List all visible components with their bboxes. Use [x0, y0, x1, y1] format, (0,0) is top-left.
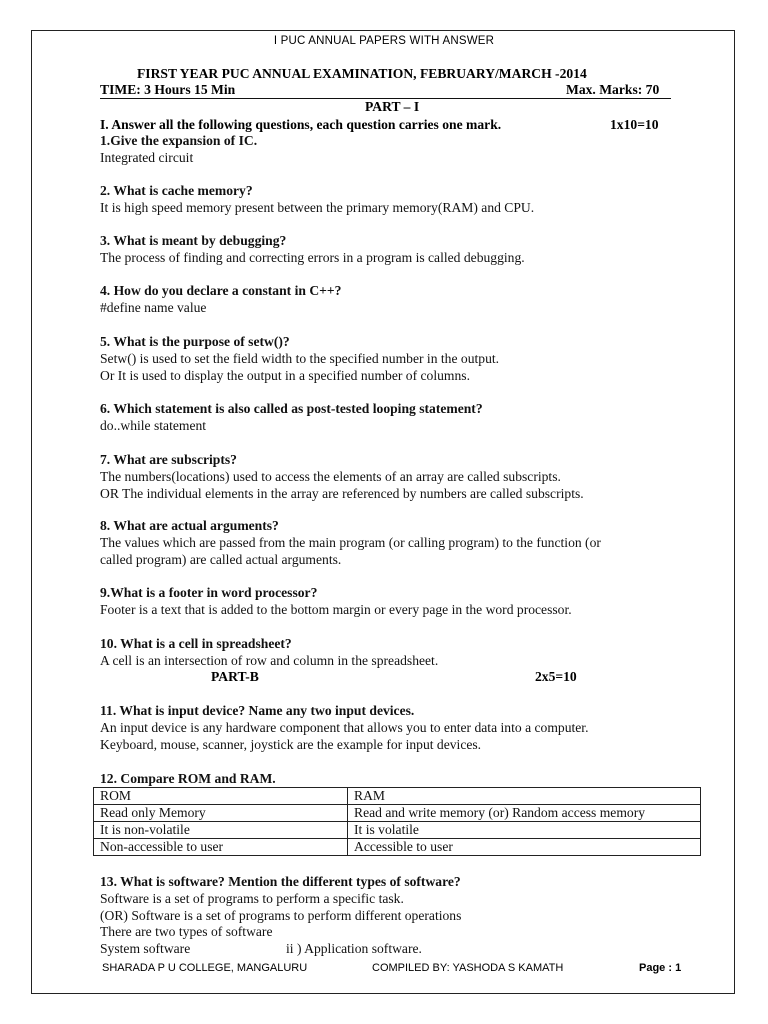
table-cell: ROM	[94, 788, 348, 805]
answer-2-line-1: It is high speed memory present between the primary memory(RAM) and CPU.	[100, 200, 535, 215]
exam-title: FIRST YEAR PUC ANNUAL EXAMINATION, FEBRUARY/MARCH -2014	[137, 66, 587, 81]
table-cell: Read only Memory	[94, 805, 348, 822]
table-cell: Non-accessible to user	[94, 839, 348, 856]
question-12: 12. Compare ROM and RAM.	[100, 771, 276, 786]
question-5: 5. What is the purpose of setw()?	[100, 334, 290, 349]
table-cell: RAM	[348, 788, 701, 805]
question-10: 10. What is a cell in spreadsheet?	[100, 636, 292, 651]
answer-13-type-left: System software	[100, 941, 191, 956]
question-9: 9.What is a footer in word processor?	[100, 585, 318, 600]
table-row	[94, 839, 701, 856]
answer-5-line-2: Or It is used to display the output in a specified number of columns.	[100, 368, 470, 383]
answer-6-line-1: do..while statement	[100, 418, 207, 433]
answer-8-line-1: The values which are passed from the main program (or calling program) to the function (or	[100, 535, 601, 550]
answer-13-line-1: Software is a set of programs to perform a specific task.	[100, 891, 404, 906]
table-cell: Read and write memory (or) Random access memory	[348, 805, 701, 822]
answer-5-line-1: Setw() is used to set the field width to the specified number in the output.	[100, 351, 500, 366]
answer-13-line-3: There are two types of software	[100, 924, 273, 939]
question-4: 4. How do you declare a constant in C++?	[100, 283, 342, 298]
answer-11-line-1: An input device is any hardware component that allows you to enter data into a computer.	[100, 720, 589, 735]
footer-compiled-by: COMPILED BY: YASHODA S KAMATH	[372, 962, 564, 974]
footer-page-number: Page : 1	[639, 962, 682, 974]
answer-10-line-1: A cell is an intersection of row and column in the spreadsheet.	[100, 653, 439, 668]
table-cell: It is non-volatile	[94, 822, 348, 839]
table-row	[94, 805, 701, 822]
part1-title: PART – I	[365, 99, 420, 114]
answer-3-line-1: The process of finding and correcting errors in a program is called debugging.	[100, 250, 525, 265]
question-11: 11. What is input device? Name any two input devices.	[100, 703, 415, 718]
rom-ram-table	[93, 787, 701, 856]
answer-7-line-2: OR The individual elements in the array are referenced by numbers are called subscripts.	[100, 486, 584, 501]
question-13: 13. What is software? Mention the different types of software?	[100, 874, 461, 889]
partb-marks: 2x5=10	[535, 669, 577, 684]
answer-13-type-right: ii ) Application software.	[286, 941, 422, 956]
table-cell: It is volatile	[348, 822, 701, 839]
question-7: 7. What are subscripts?	[100, 452, 237, 467]
question-3: 3. What is meant by debugging?	[100, 233, 287, 248]
answer-11-line-2: Keyboard, mouse, scanner, joystick are the example for input devices.	[100, 737, 482, 752]
answer-9-line-1: Footer is a text that is added to the bottom margin or every page in the word processor.	[100, 602, 572, 617]
max-marks: Max. Marks: 70	[566, 82, 660, 97]
question-1: 1.Give the expansion of IC.	[100, 133, 258, 148]
part1-instruction: I. Answer all the following questions, each question carries one mark.	[100, 117, 502, 132]
answer-7-line-1: The numbers(locations) used to access the elements of an array are called subscripts.	[100, 469, 561, 484]
part1-marks: 1x10=10	[610, 117, 659, 132]
answer-4-line-1: #define name value	[100, 300, 207, 315]
question-2: 2. What is cache memory?	[100, 183, 253, 198]
answer-13-line-2: (OR) Software is a set of programs to perform different operations	[100, 908, 462, 923]
running-header: I PUC ANNUAL PAPERS WITH ANSWER	[273, 35, 495, 47]
table-row	[94, 822, 701, 839]
question-6: 6. Which statement is also called as post-tested looping statement?	[100, 401, 483, 416]
footer-college: SHARADA P U COLLEGE, MANGALURU	[102, 962, 308, 974]
answer-1-line-1: Integrated circuit	[100, 150, 194, 165]
exam-time: TIME: 3 Hours 15 Min	[100, 82, 236, 97]
question-8: 8. What are actual arguments?	[100, 518, 279, 533]
answer-8-line-2: called program) are called actual arguments.	[100, 552, 342, 567]
table-row	[94, 788, 701, 805]
table-cell: Accessible to user	[348, 839, 701, 856]
partb-title: PART-B	[211, 669, 259, 684]
